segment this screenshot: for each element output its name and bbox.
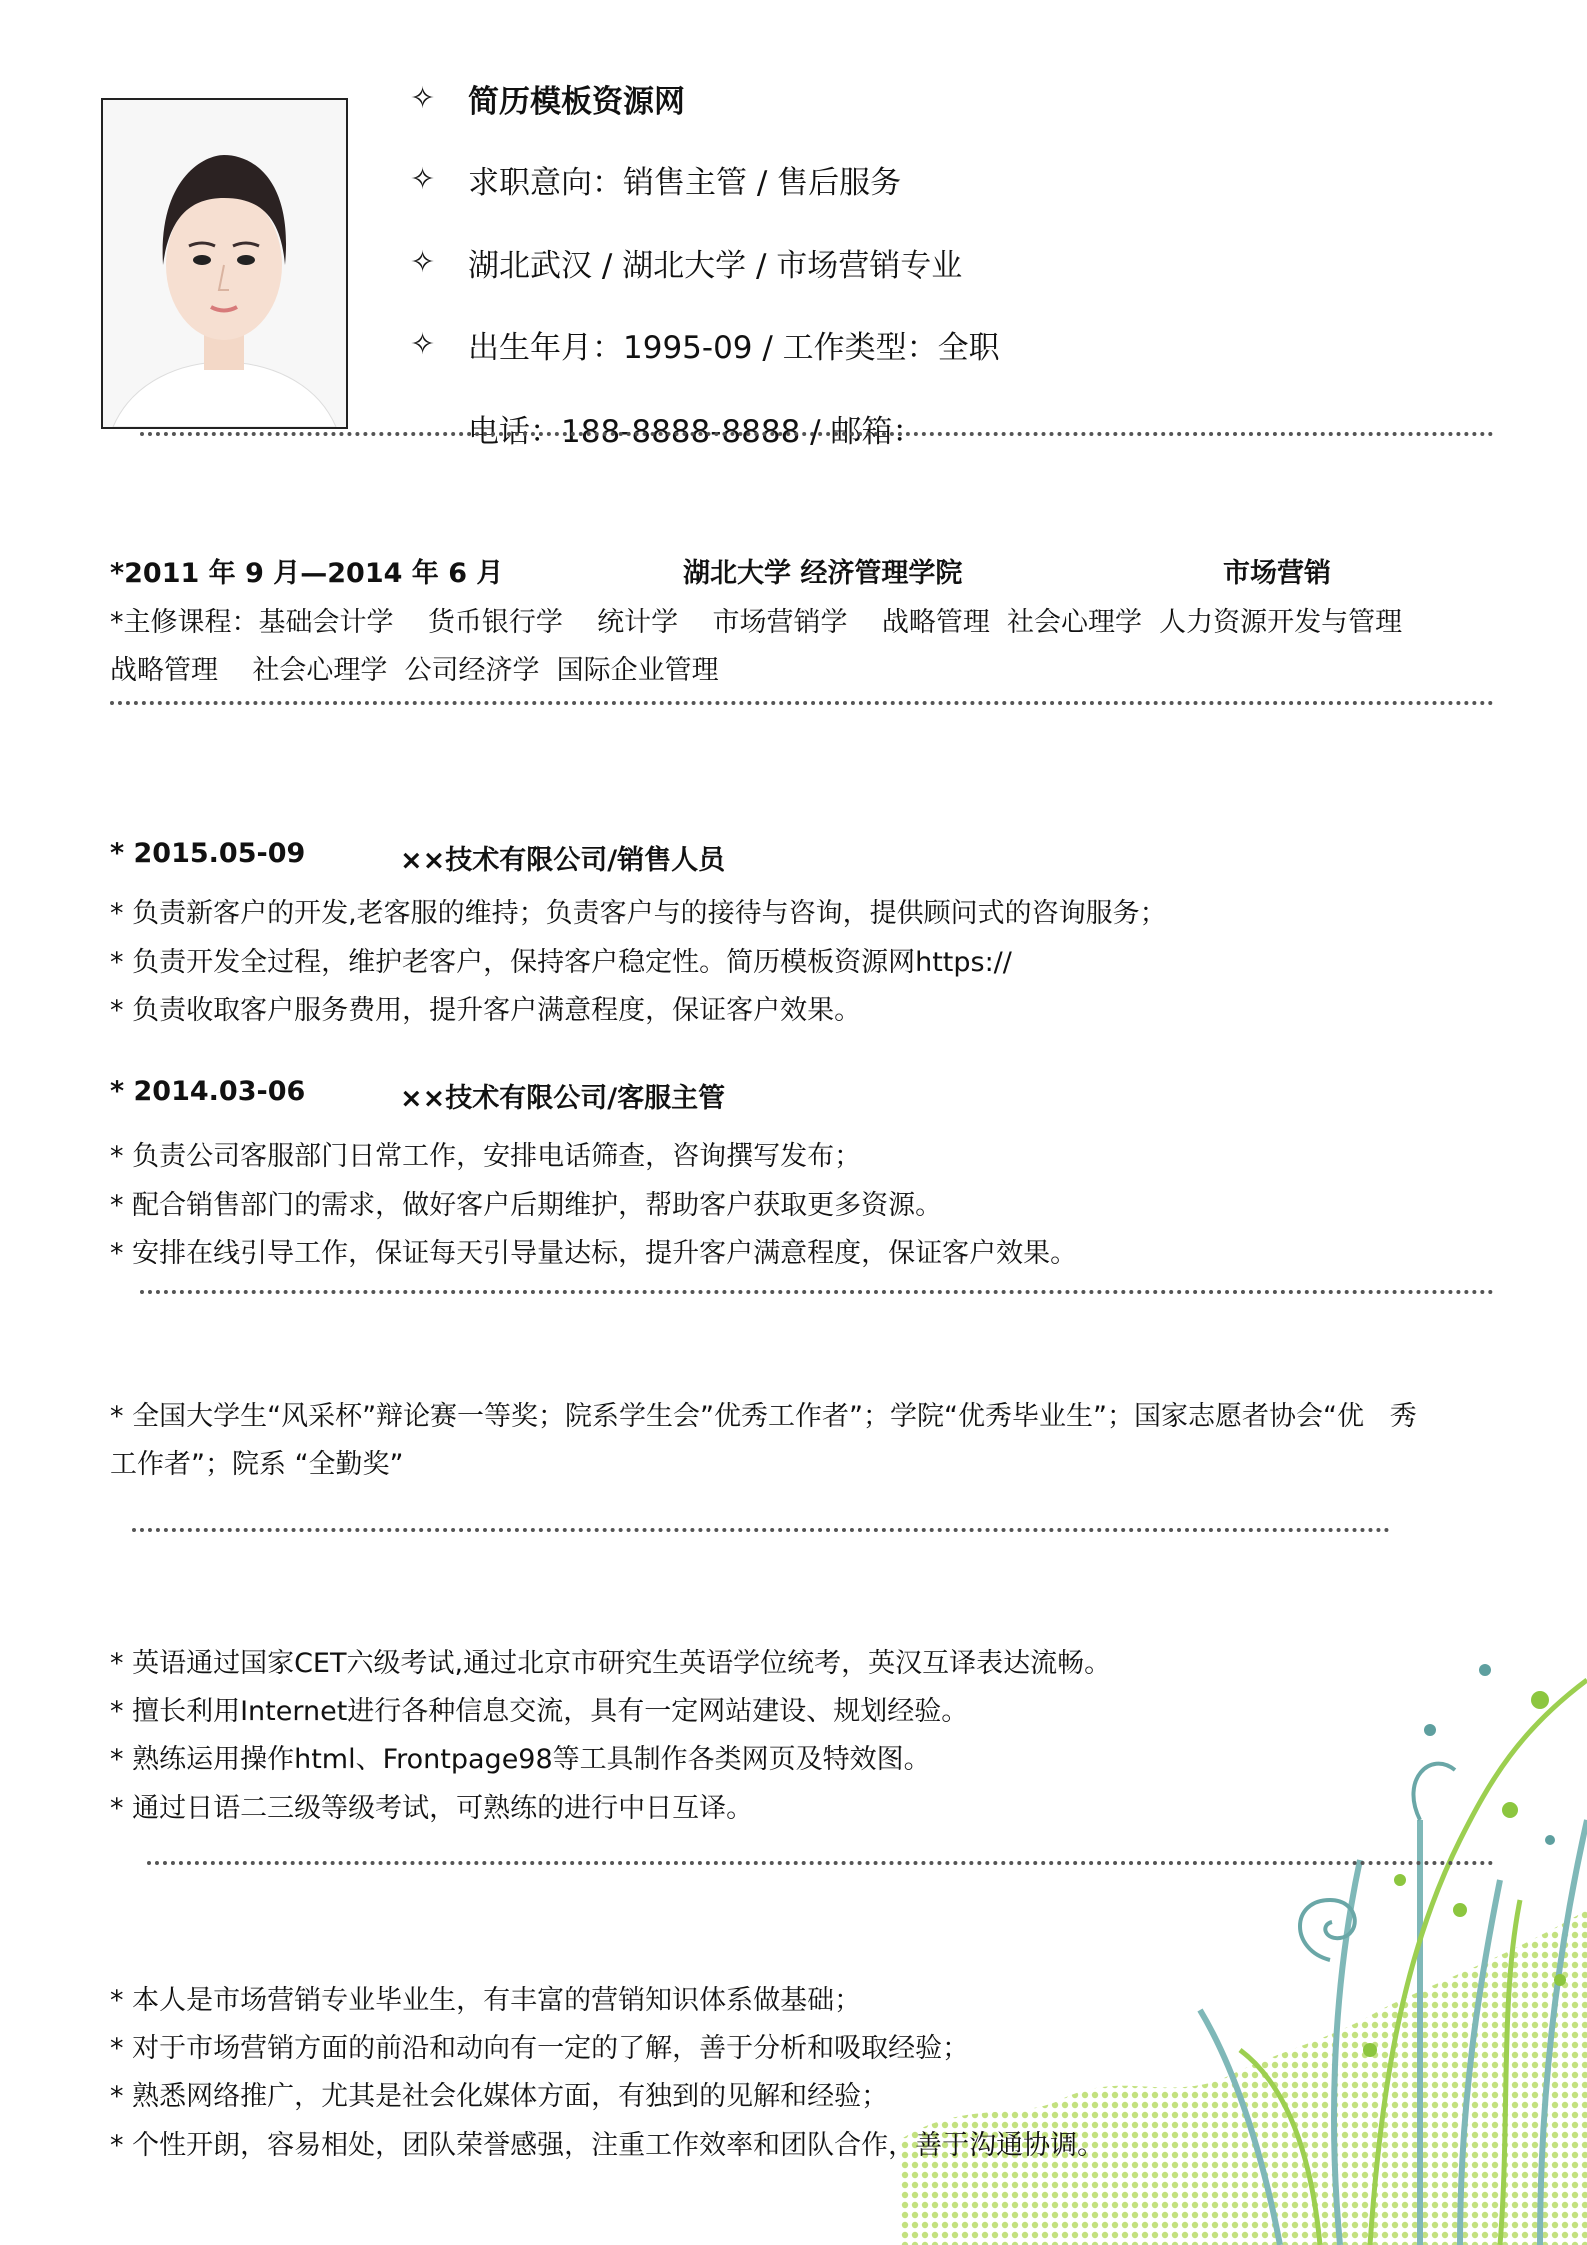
job-objective: 求职意向：销售主管 / 售后服务 — [468, 165, 902, 201]
education-major: 市场营销 — [1223, 558, 1331, 589]
divider — [147, 1861, 1494, 1865]
experience-item: * 配合销售部门的需求，做好客户后期维护，帮助客户获取更多资源。 — [110, 1190, 943, 1221]
self-evaluation-item: * 个性开朗，容易相处，团队荣誉感强，注重工作效率和团队合作，善于沟通协调。 — [110, 2130, 1105, 2161]
header-line-objective — [410, 157, 901, 202]
experience-company: ××技术有限公司/客服主管 — [400, 1083, 726, 1114]
header-line-site — [410, 76, 685, 121]
awards-line: 工作者”；院系 “全勤奖” — [110, 1449, 404, 1480]
header-line-birth — [410, 322, 1000, 367]
four-point-star-icon: ✧ — [410, 81, 436, 116]
experience-item: * 安排在线引导工作，保证每天引导量达标，提升客户满意程度，保证客户效果。 — [110, 1238, 1078, 1269]
education-school: 湖北大学 经济管理学院 — [683, 558, 963, 589]
education-period: *2011 年 9 月—2014 年 6 月 — [110, 558, 504, 589]
four-point-star-icon: ✧ — [410, 245, 436, 280]
header-line-contact — [468, 406, 923, 451]
awards-line: * 全国大学生“风采杯”辩论赛一等奖；院系学生会”优秀工作者”；学院“优秀毕业生”；国家志愿者协会“优 秀 — [110, 1401, 1417, 1432]
experience-period: * 2014.03-06 — [110, 1076, 306, 1107]
site-name: 简历模板资源网 — [468, 84, 685, 120]
four-point-star-icon: ✧ — [410, 162, 436, 197]
experience-company: ××技术有限公司/销售人员 — [400, 845, 726, 876]
self-evaluation-item: * 熟悉网络推广，尤其是社会化媒体方面，有独到的见解和经验； — [110, 2081, 889, 2112]
skills-item: * 通过日语二三级等级考试，可熟练的进行中日互译。 — [110, 1793, 754, 1824]
skills-item: * 擅长利用Internet进行各种信息交流，具有一定网站建设、规划经验。 — [110, 1696, 969, 1727]
skills-item: * 英语通过国家CET六级考试,通过北京市研究生英语学位统考，英汉互译表达流畅。 — [110, 1648, 1112, 1679]
divider — [110, 701, 1494, 705]
experience-item: * 负责开发全过程，维护老客户，保持客户稳定性。简历模板资源网https:// — [110, 947, 1012, 978]
education-courses-cont: 战略管理 社会心理学 公司经济学 国际企业管理 — [110, 655, 719, 686]
profile-photo — [101, 98, 348, 429]
self-evaluation-item: * 对于市场营销方面的前沿和动向有一定的了解，善于分析和吸取经验； — [110, 2033, 970, 2064]
four-point-star-icon: ✧ — [410, 327, 436, 362]
experience-item: * 负责新客户的开发,老客服的维持；负责客户与的接待与咨询，提供顾问式的咨询服务； — [110, 898, 1167, 929]
header-line-location — [410, 240, 962, 285]
self-evaluation-item: * 本人是市场营销专业毕业生，有丰富的营销知识体系做基础； — [110, 1985, 862, 2016]
skills-item: * 熟练运用操作html、Frontpage98等工具制作各类网页及特效图。 — [110, 1744, 931, 1775]
divider — [140, 1290, 1494, 1294]
location-school: 湖北武汉 / 湖北大学 / 市场营销专业 — [468, 248, 963, 284]
experience-item: * 负责收取客户服务费用，提升客户满意程度，保证客户效果。 — [110, 995, 862, 1026]
experience-item: * 负责公司客服部门日常工作，安排电话筛查，咨询撰写发布； — [110, 1141, 862, 1172]
education-courses: *主修课程：基础会计学 货币银行学 统计学 市场营销学 战略管理 社会心理学 人力资源开发与管理 — [110, 607, 1403, 638]
birth-worktype: 出生年月：1995-09 / 工作类型：全职 — [468, 330, 1000, 366]
divider — [132, 1528, 1390, 1532]
contact-info: 电话：188-8888-8888 / 邮箱： — [468, 414, 924, 450]
divider — [140, 432, 1494, 436]
experience-period: * 2015.05-09 — [110, 838, 306, 869]
